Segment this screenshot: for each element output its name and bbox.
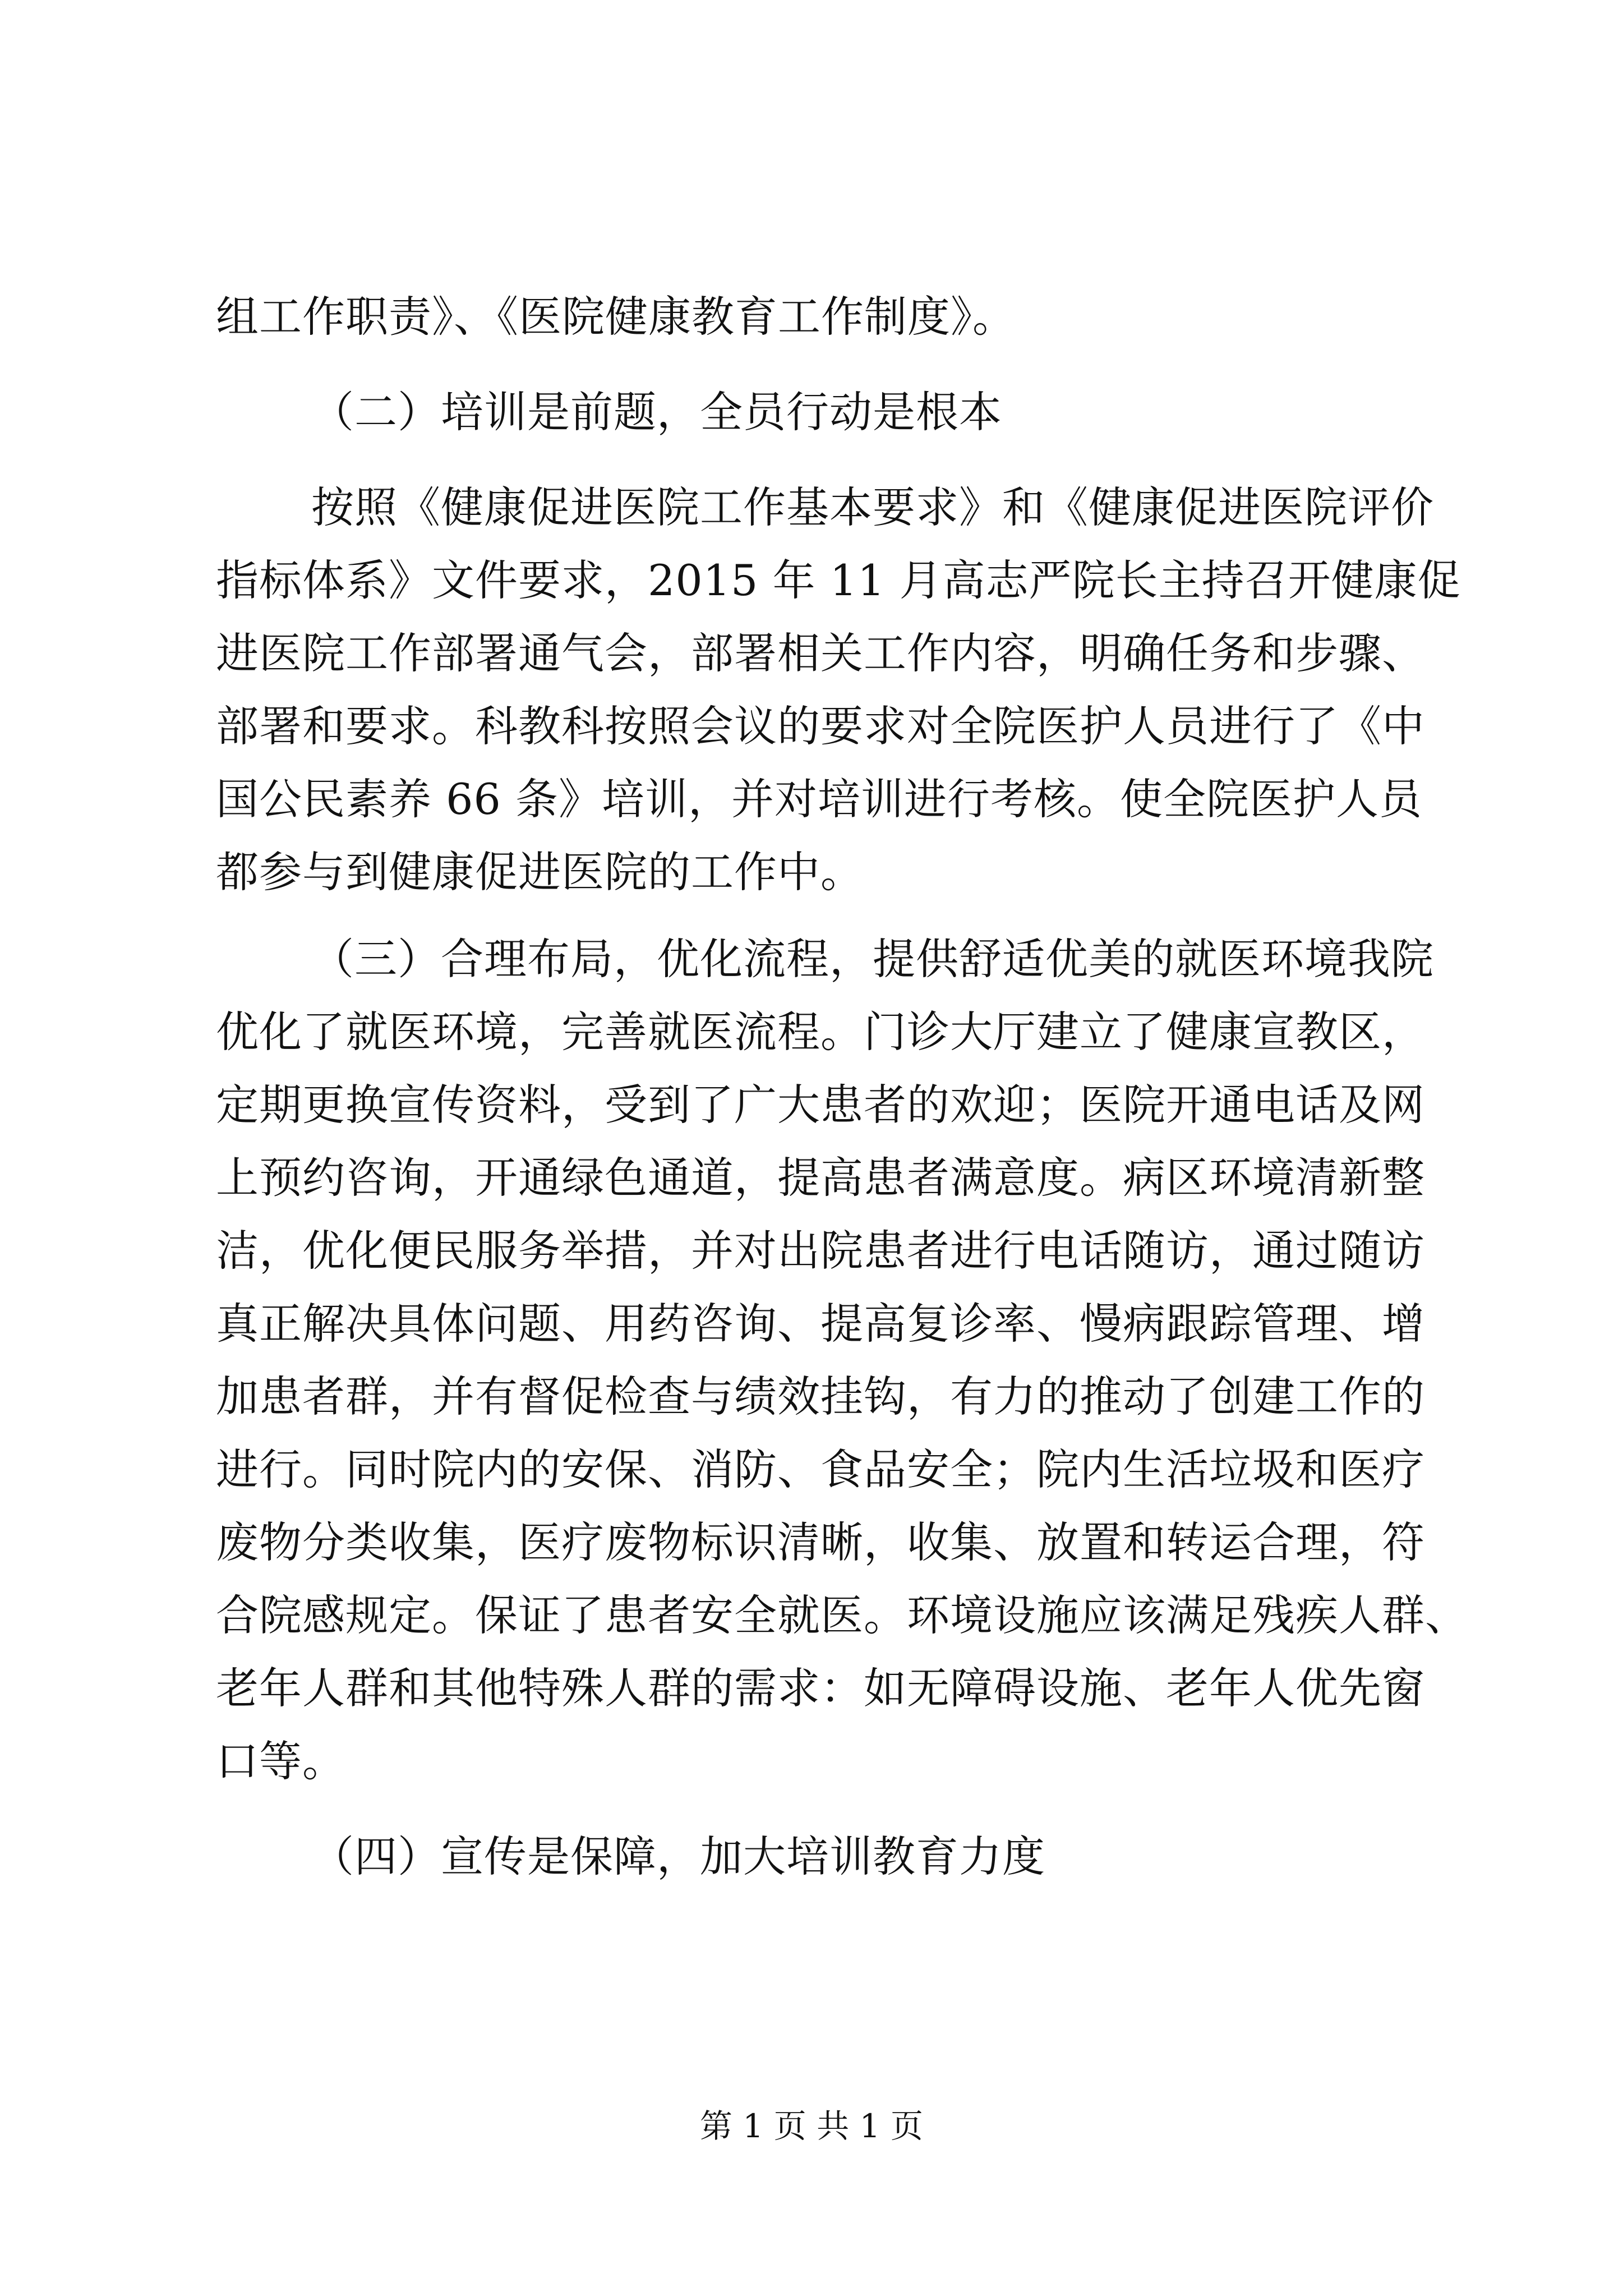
paragraph-line-14: 废物分类收集，医疗废物标识清晰，收集、放置和转运合理，符 bbox=[216, 1517, 1425, 1567]
paragraph-line-2: 指标体系》文件要求，2015 年 11 月高志严院长主持召开健康促 bbox=[216, 555, 1461, 605]
page-number-footer: 第 1 页 共 1 页 bbox=[700, 2107, 923, 2145]
paragraph-line-13: 进行。同时院内的安保、消防、食品安全；院内生活垃圾和医疗 bbox=[216, 1444, 1425, 1494]
paragraph-line-7: 优化了就医环境，完善就医流程。门诊大厅建立了健康宣教区， bbox=[216, 1007, 1425, 1057]
section-heading-4: （四）宣传是保障，加大培训教育力度 bbox=[311, 1832, 1045, 1881]
paragraph-line-15: 合院感规定。保证了患者安全就医。环境设施应该满足残疾人群、 bbox=[216, 1590, 1468, 1640]
paragraph-line-4: 部署和要求。科教科按照会议的要求对全院医护人员进行了《中 bbox=[216, 701, 1425, 751]
section-heading-3: （三）合理布局，优化流程，提供舒适优美的就医环境我院 bbox=[311, 934, 1434, 984]
text-line-1: 组工作职责》、《医院健康教育工作制度》。 bbox=[216, 292, 1016, 342]
paragraph-line-8: 定期更换宣传资料，受到了广大患者的欢迎；医院开通电话及网 bbox=[216, 1080, 1425, 1130]
paragraph-line-17: 口等。 bbox=[216, 1736, 345, 1786]
section-heading-2: （二）培训是前题，全员行动是根本 bbox=[311, 387, 1002, 437]
paragraph-line-6: 都参与到健康促进医院的工作中。 bbox=[216, 847, 864, 897]
paragraph-line-11: 真正解决具体问题、用药咨询、提高复诊率、慢病跟踪管理、增 bbox=[216, 1299, 1425, 1349]
paragraph-line-1: 按照《健康促进医院工作基本要求》和《健康促进医院评价 bbox=[311, 482, 1434, 532]
paragraph-line-9: 上预约咨询，开通绿色通道，提高患者满意度。病区环境清新整 bbox=[216, 1153, 1425, 1203]
paragraph-line-3: 进医院工作部署通气会，部署相关工作内容，明确任务和步骤、 bbox=[216, 628, 1425, 678]
paragraph-line-12: 加患者群，并有督促检查与绩效挂钩，有力的推动了创建工作的 bbox=[216, 1372, 1425, 1421]
paragraph-line-10: 洁，优化便民服务举措，并对出院患者进行电话随访，通过随访 bbox=[216, 1226, 1425, 1276]
paragraph-line-16: 老年人群和其他特殊人群的需求：如无障碍设施、老年人优先窗 bbox=[216, 1663, 1425, 1713]
paragraph-line-5: 国公民素养 66 条》培训，并对培训进行考核。使全院医护人员 bbox=[216, 774, 1423, 824]
